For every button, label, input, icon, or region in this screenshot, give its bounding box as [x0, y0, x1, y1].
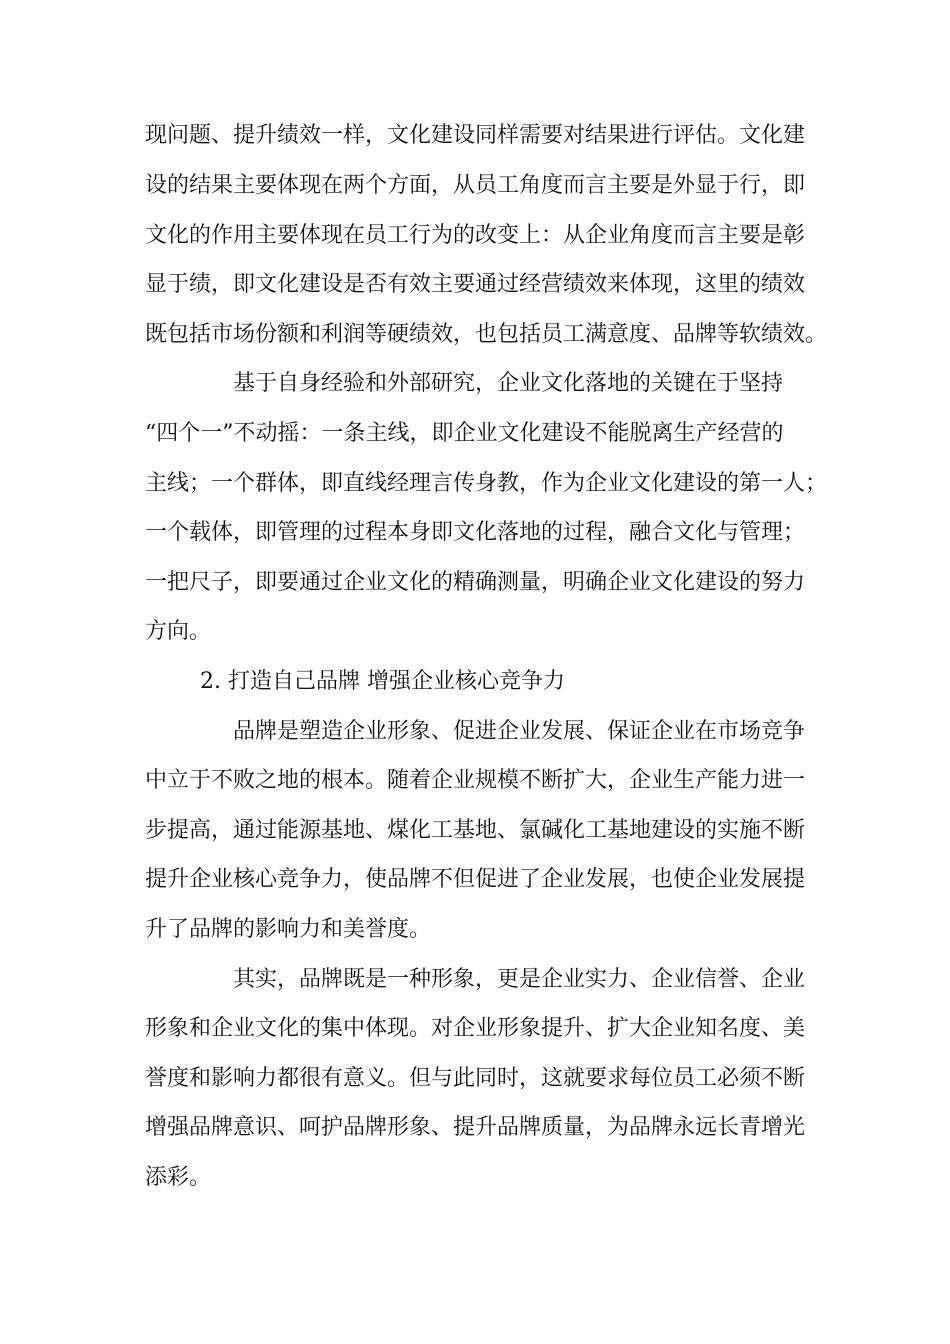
text-line: 提升企业核心竞争力，使品牌不但促进了企业发展，也使企业发展提	[145, 867, 806, 892]
text-line: 显于绩，即文化建设是否有效主要通过经营绩效来体现，这里的绩效	[145, 272, 806, 297]
text-line: 现问题、提升绩效一样，文化建设同样需要对结果进行评估。文化建	[145, 123, 806, 148]
section-heading: 2. 打造自己品牌 增强企业核心竞争力	[200, 669, 565, 694]
text-line: 既包括市场份额和利润等硬绩效，也包括员工满意度、品牌等软绩效。	[145, 322, 828, 347]
paragraph-first-line: 品牌是塑造企业形象、促进企业发展、保证企业在市场竞争	[233, 719, 806, 744]
text-line: 中立于不败之地的根本。随着企业规模不断扩大，企业生产能力进一	[145, 768, 806, 793]
text-line: 升了品牌的影响力和美誉度。	[145, 917, 432, 942]
text-line: 主线；一个群体，即直线经理言传身教，作为企业文化建设的第一人；	[145, 471, 828, 496]
text-line: 方向。	[145, 619, 212, 644]
text-line: 步提高，通过能源基地、煤化工基地、氯碱化工基地建设的实施不断	[145, 818, 806, 843]
paragraph-first-line: 基于自身经验和外部研究，企业文化落地的关键在于坚持	[233, 371, 784, 396]
text-line: 誉度和影响力都很有意义。但与此同时，这就要求每位员工必须不断	[145, 1066, 806, 1091]
text-line: 一把尺子，即要通过企业文化的精确测量，明确企业文化建设的努力	[145, 570, 806, 595]
text-line: 形象和企业文化的集中体现。对企业形象提升、扩大企业知名度、美	[145, 1016, 806, 1041]
text-line: 文化的作用主要体现在员工行为的改变上：从企业角度而言主要是彰	[145, 223, 806, 248]
text-line: 增强品牌意识、呵护品牌形象、提升品牌质量，为品牌永远长青增光	[145, 1115, 806, 1140]
text-line: 设的结果主要体现在两个方面，从员工角度而言主要是外显于行，即	[145, 173, 806, 198]
text-line: “四个一”不动摇：一条主线，即企业文化建设不能脱离生产经营的	[145, 421, 784, 446]
text-line: 一个载体，即管理的过程本身即文化落地的过程，融合文化与管理；	[145, 520, 806, 545]
paragraph-first-line: 其实，品牌既是一种形象，更是企业实力、企业信誉、企业	[233, 967, 806, 992]
text-line: 添彩。	[145, 1165, 212, 1190]
